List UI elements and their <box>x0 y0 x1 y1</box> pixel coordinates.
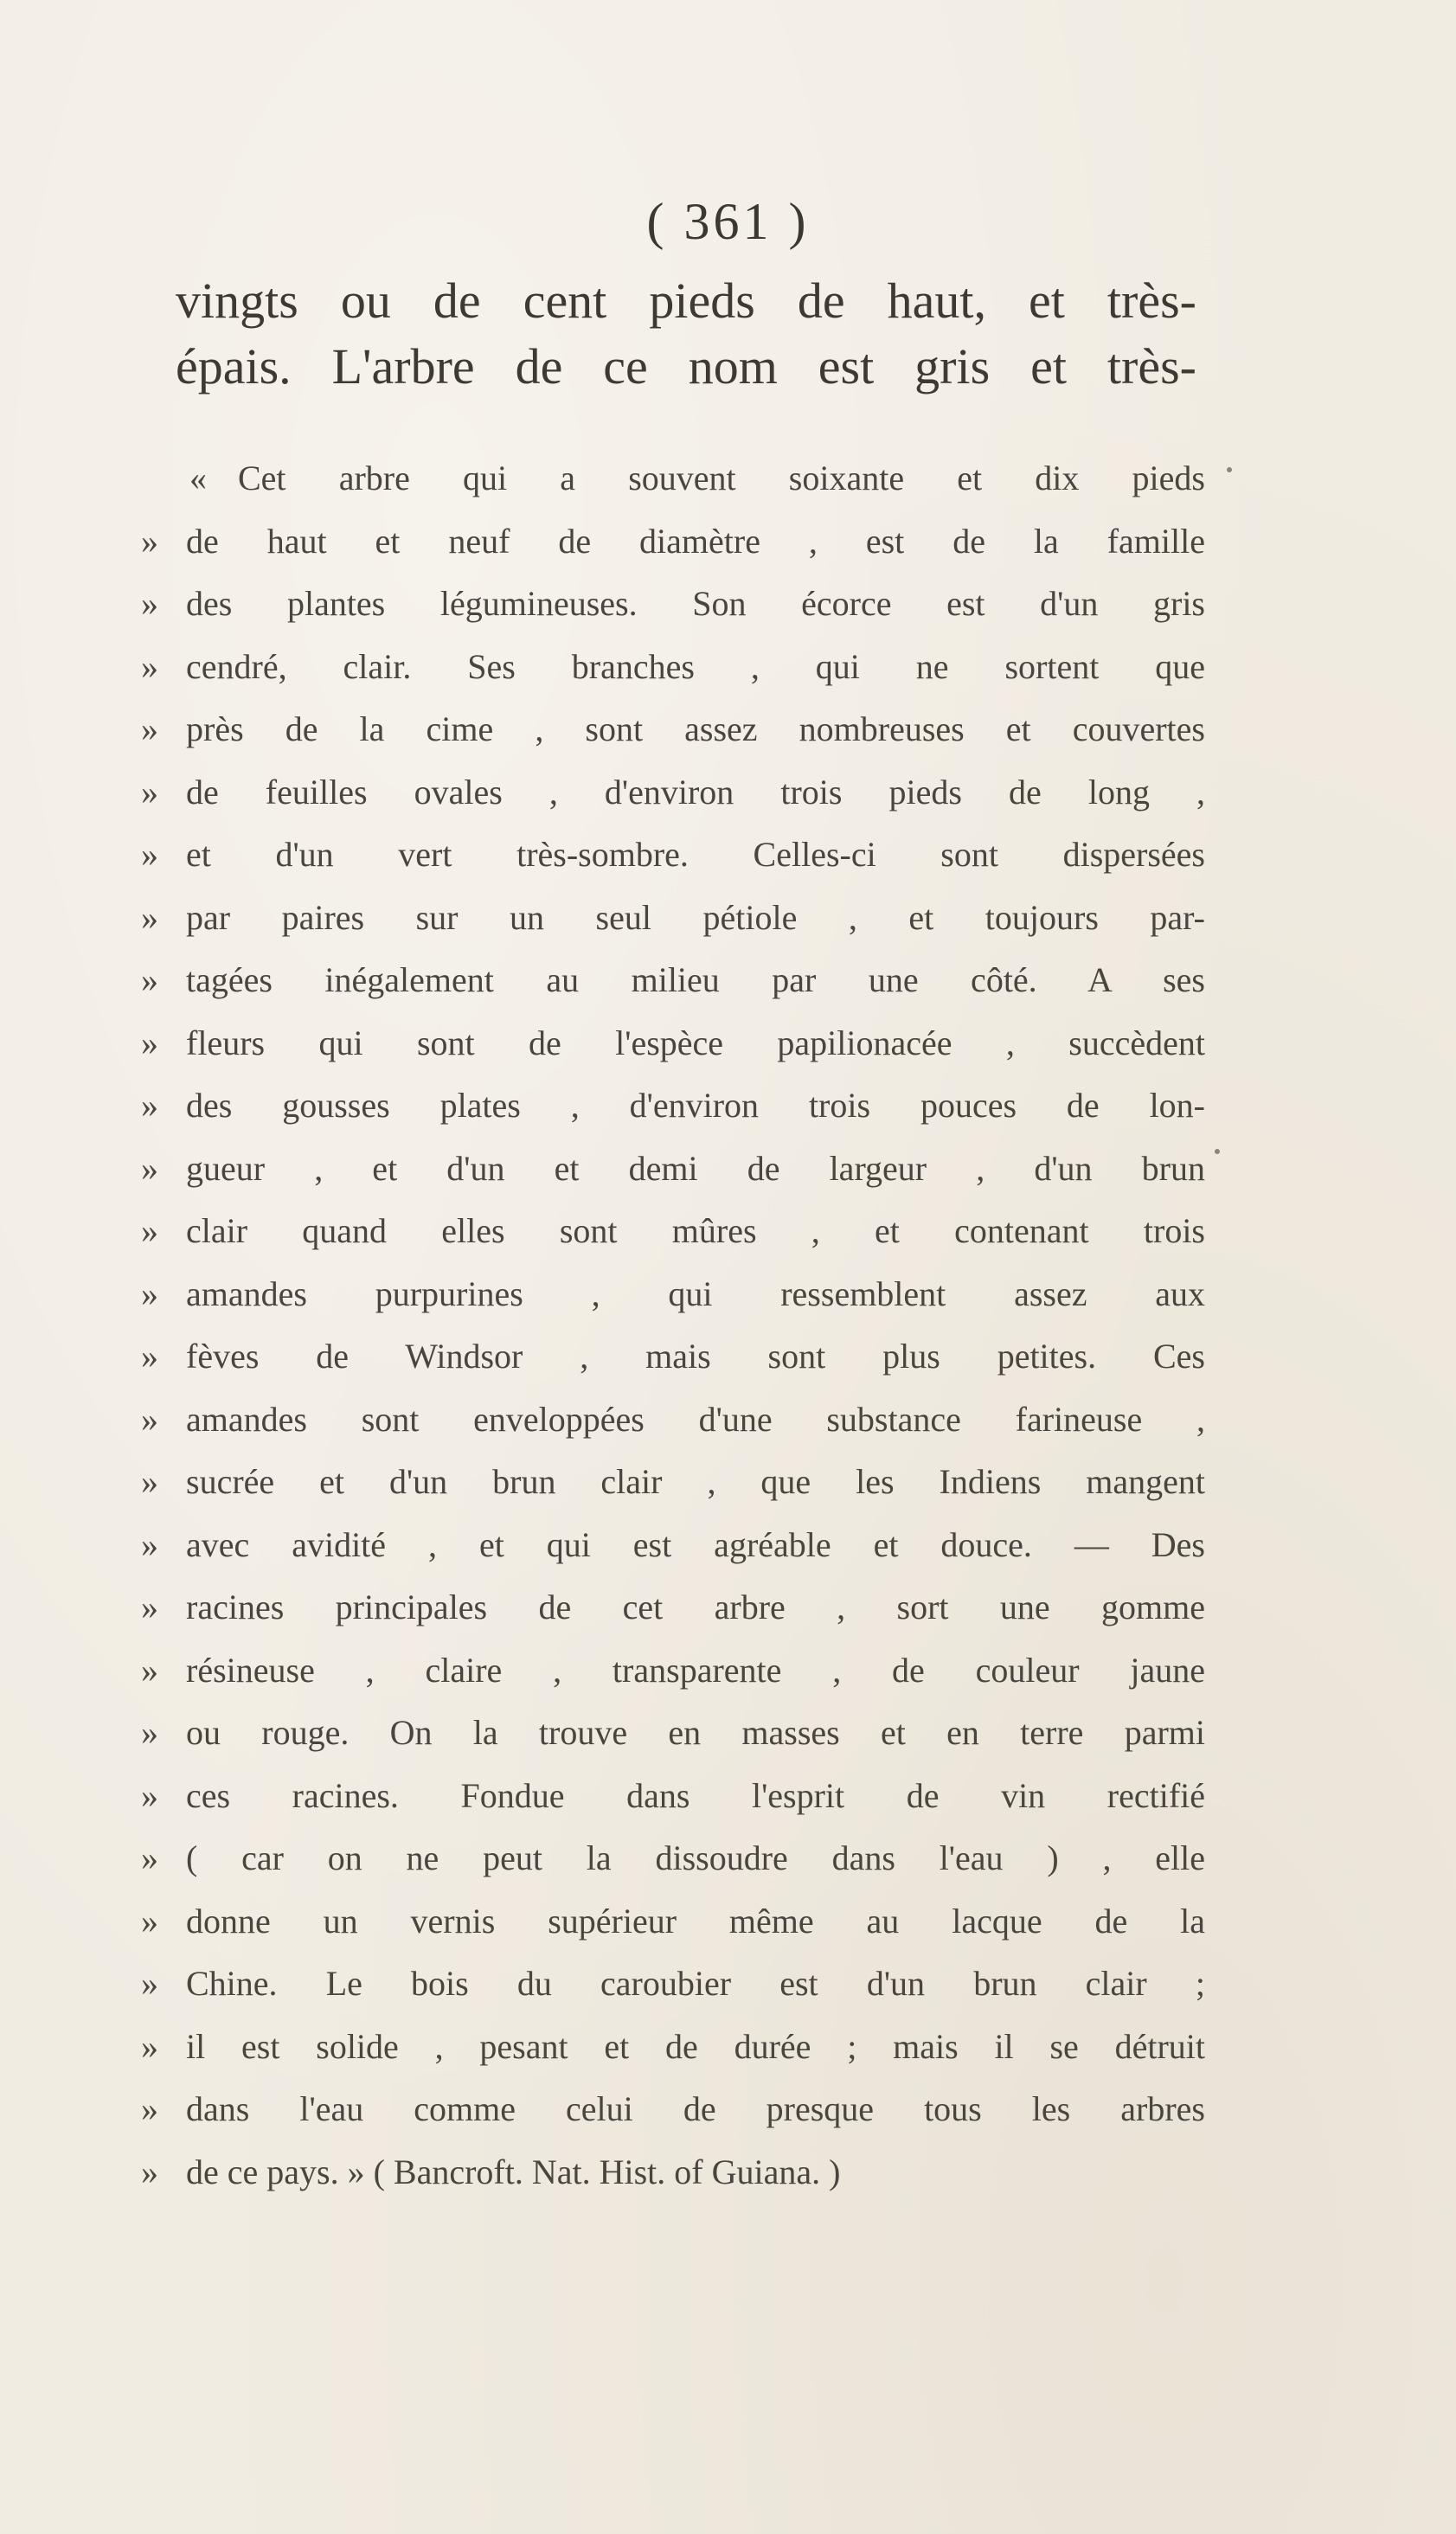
footnote-line-text: clair quand elles sont mûres , et contenant trois <box>186 1211 1205 1250</box>
page-number: ( 361 ) <box>646 193 810 250</box>
footnote-line <box>141 1139 1205 1199</box>
footnote-line-text: il est solide , pesant et de durée ; mais il se détruit <box>186 2027 1205 2066</box>
footnote-line-text: de ce pays. » ( Bancroft. Nat. Hist. of Guiana. ) <box>186 2152 841 2191</box>
footnote-line <box>141 824 1205 885</box>
footnote-line-text: des gousses plates , d'environ trois pouces de lon- <box>186 1086 1205 1125</box>
footnote-line <box>141 699 1205 760</box>
footnote-line <box>141 1326 1205 1387</box>
footnote-line-text: gueur , et d'un et demi de largeur , d'un brun <box>186 1149 1205 1188</box>
footnote-line <box>141 1766 1205 1826</box>
quote-mark: » <box>141 898 158 937</box>
quote-mark: » <box>141 835 158 874</box>
quote-mark: » <box>141 1964 158 2003</box>
quote-mark: » <box>141 1462 158 1501</box>
footnote-line-text: cendré, clair. Ses branches , qui ne sortent que <box>186 647 1205 686</box>
footnote-line <box>141 1703 1205 1763</box>
footnote-line <box>141 1953 1205 2014</box>
footnote-line-text: et d'un vert très-sombre. Celles-ci sont dispersées <box>186 835 1205 874</box>
quote-mark: » <box>141 522 158 561</box>
quote-mark: » <box>141 1838 158 1877</box>
print-speck <box>1215 1149 1220 1154</box>
footnote-line-text: ces racines. Fondue dans l'esprit de vin rectifié <box>186 1776 1205 1815</box>
footnote-line <box>141 1452 1205 1512</box>
footnote-line <box>141 2017 1205 2077</box>
footnote-line-text: des plantes légumineuses. Son écorce est d'un gris <box>186 584 1205 623</box>
footnote-line <box>141 1389 1205 1450</box>
footnote-line <box>141 2142 1205 2203</box>
footnote-line-text: par paires sur un seul pétiole , et toujours par- <box>186 898 1205 937</box>
footnote-line-text: Chine. Le bois du caroubier est d'un brun clair ; <box>186 1964 1205 2003</box>
quote-mark: » <box>141 709 158 748</box>
footnote-line-text: racines principales de cet arbre , sort une gomme <box>186 1588 1205 1626</box>
footnote-line <box>141 1264 1205 1325</box>
footnote-line <box>141 1013 1205 1074</box>
footnote-line-text: près de la cime , sont assez nombreuses et couvertes <box>186 709 1205 748</box>
footnote-line-text: sucrée et d'un brun clair , que les Indiens mangent <box>186 1462 1205 1501</box>
quote-mark: » <box>141 1713 158 1752</box>
quote-mark: » <box>141 1651 158 1690</box>
footnote-line-text: Cet arbre qui a souvent soixante et dix pieds <box>238 459 1205 497</box>
footnote-line <box>141 1891 1205 1952</box>
main-text-line: épais. L'arbre de ce nom est gris et très- <box>176 338 1196 395</box>
footnote-line-text: avec avidité , et qui est agréable et douce. — Des <box>186 1525 1205 1564</box>
footnote-line-text: de haut et neuf de diamètre , est de la famille <box>186 522 1205 561</box>
quote-mark: » <box>141 2152 158 2191</box>
footnote-line <box>141 1201 1205 1261</box>
main-text-line: vingts ou de cent pieds de haut, et très- <box>176 273 1196 329</box>
footnote-line <box>141 511 1205 572</box>
footnote-line <box>141 1640 1205 1701</box>
quote-mark: » <box>141 1086 158 1125</box>
quote-mark: » <box>141 1211 158 1250</box>
quote-mark: » <box>141 2089 158 2128</box>
footnote-line <box>141 950 1205 1010</box>
quote-mark: » <box>141 1588 158 1626</box>
footnote-line <box>141 1075 1205 1136</box>
footnote-line-text: amandes purpurines , qui ressemblent assez aux <box>186 1274 1205 1313</box>
footnote-line-text: dans l'eau comme celui de presque tous les arbres <box>186 2089 1205 2128</box>
quote-mark: » <box>141 1525 158 1564</box>
footnote-line <box>141 1577 1205 1638</box>
footnote-line-text: fleurs qui sont de l'espèce papilionacée , succèdent <box>186 1023 1205 1062</box>
quote-mark: » <box>141 584 158 623</box>
quote-mark: » <box>141 1337 158 1376</box>
quote-mark: » <box>141 2027 158 2066</box>
quote-mark: » <box>141 1400 158 1439</box>
footnote-line-text: résineuse , claire , transparente , de couleur jaune <box>186 1651 1205 1690</box>
quote-mark: » <box>141 1149 158 1188</box>
footnote-line-text: ou rouge. On la trouve en masses et en terre parmi <box>186 1713 1205 1752</box>
footnote-line <box>141 762 1205 823</box>
footnote-line <box>141 2079 1205 2139</box>
footnote-line-text: amandes sont enveloppées d'une substance farineuse , <box>186 1400 1205 1439</box>
quote-mark: » <box>141 1776 158 1815</box>
quote-mark: » <box>141 773 158 812</box>
footnote-line <box>141 1515 1205 1575</box>
print-speck <box>1227 467 1232 472</box>
footnote-line-text: fèves de Windsor , mais sont plus petites. Ces <box>186 1337 1205 1376</box>
footnote-line <box>141 448 1205 509</box>
footnote-line <box>141 637 1205 697</box>
footnote-line-text: de feuilles ovales , d'environ trois pieds de long , <box>186 773 1205 812</box>
quote-mark: » <box>141 1902 158 1941</box>
footnote-line-text: ( car on ne peut la dissoudre dans l'eau ) , elle <box>186 1838 1205 1877</box>
quote-mark: » <box>141 647 158 686</box>
quote-mark: » <box>141 1274 158 1313</box>
quote-mark: « <box>189 459 207 497</box>
footnote-line <box>141 888 1205 948</box>
footnote-line-text: donne un vernis supérieur même au lacque de la <box>186 1902 1205 1941</box>
footnote-line-text: tagées inégalement au milieu par une côté. A ses <box>186 960 1205 999</box>
footnote-line <box>141 1828 1205 1889</box>
quote-mark: » <box>141 1023 158 1062</box>
quote-mark: » <box>141 960 158 999</box>
footnote-line <box>141 574 1205 634</box>
